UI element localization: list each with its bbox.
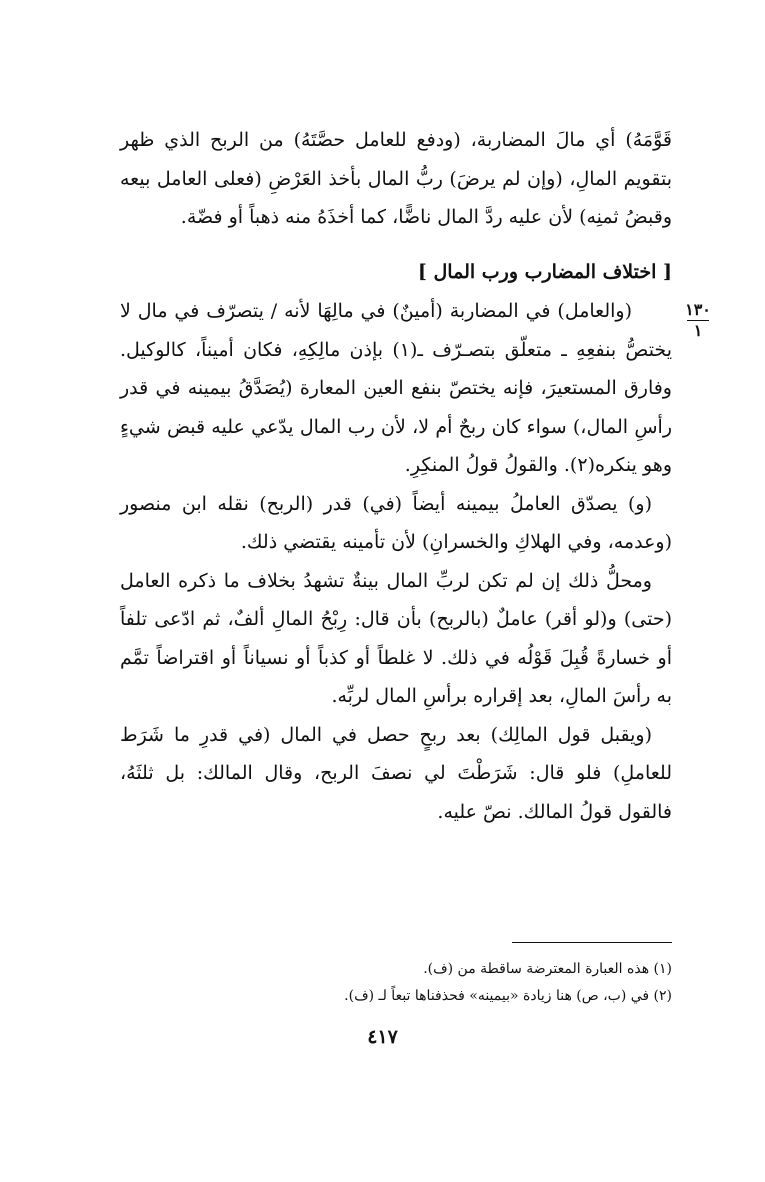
paragraph-profit: (و) يصدّق العاملُ بيمينه أيضاً (في) قدر (الربح) نقله ابن منصور (وعدمه، وفي الهلاكِ والخسرانِ) لأن تأمينه يقتضي ذلك. xyxy=(120,492,672,553)
page-number: ٤١٧ xyxy=(367,1026,398,1048)
footnote-2: (٢) في (ب، ص) هنا زيادة «بيمينه» فحذفناها تبعاً لـ (ف). xyxy=(344,988,672,1004)
footnote-1: (١) هذه العبارة المعترضة ساقطة من (ف). xyxy=(423,961,672,977)
opening-paragraph: قَوَّمَهُ) أي مالَ المضاربة، (ودفع للعامل حصَّتَهُ) من الربح الذي ظهر بتقويم المالِ، (وإن لم يرضَ) ربُّ المال بأخذ العَرْضِ (فعلى العامل بيعه وقبضُ ثمنِه) لأن عليه ردَّ المال ناضًّا، كما أخذَهُ منه ذهباً أو فضّة. xyxy=(120,129,672,228)
folio-side: ١ xyxy=(693,321,703,340)
paragraph-amin: (والعامل) في المضاربة (أمينٌ) في مالِهَا لأنه / يتصرّف في مال لا يختصُّ بنفعِهِ ـ متعلّق بتصـرّف ـ(١) بإذن مالِكِهِ، فكان أميناً، كالوكيل. وفارق المستعيرَ، فإنه يختصّ بنفع العين المعارة (يُصَدَّقُ بيمينه في قدر رأسِ المال،) سواء كان ربحٌ أم لا، لأن رب المال يدّعي عليه قبض شيءٍ وهو ينكره(٢). والقولُ قولُ المنكِرِ. xyxy=(120,300,672,476)
main-text xyxy=(120,292,672,831)
manuscript-folio-marker xyxy=(678,301,718,340)
section-heading: [ اختلاف المضارب ورب المال ] xyxy=(417,261,672,283)
paragraph-evidence: ومحلُّ ذلك إن لم تكن لربِّ المال بينةٌ تشهدُ بخلاف ما ذكره العامل (حتى) و(لو أقر) عاملٌ (بالربح) بأن قال: رِبْحُ المالِ ألفٌ، ثم ادّعى تلفاً أو خسارةً قُبِلَ قَوْلُه في ذلك. لا غلطاً أو كذباً أو نسياناً أو اقتراضاً تمَّم به رأسَ المالِ، بعد إقراره برأسِ المال لربِّه. xyxy=(120,569,672,707)
folio-number: ١٣٠ xyxy=(685,300,711,319)
paragraph-owner-claim: (ويقبل قول المالِك) بعد ربحٍ حصل في المال (في قدرِ ما شَرَط للعاملِ) فلو قال: شَرَطْتَ لي نصفَ الربح، وقال المالك: بل ثلثَهُ، فالقول قولُ المالك. نصّ عليه. xyxy=(120,723,672,823)
footnotes xyxy=(120,956,672,1010)
opening-text xyxy=(120,121,672,237)
footnote-separator xyxy=(512,942,672,943)
